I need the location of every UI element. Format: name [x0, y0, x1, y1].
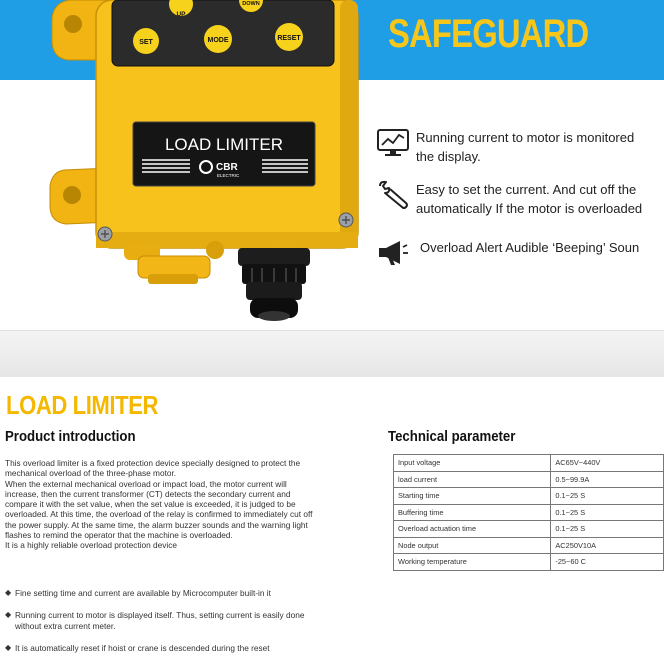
wrench-icon	[376, 180, 412, 210]
brand-name: CBR	[216, 162, 238, 173]
megaphone-icon	[376, 238, 412, 268]
product-intro-text	[5, 458, 315, 551]
section-title: LOAD LIMITER	[6, 390, 159, 420]
up-button-label: UP	[176, 11, 186, 18]
feature-line: Overload Alert Audible ‘Beeping’ Soun	[420, 240, 640, 255]
feature-line: the display.	[416, 149, 481, 164]
safeguard-headline: SAFEGUARD	[388, 12, 589, 56]
bullet-diamond-icon: ◆	[5, 588, 12, 597]
down-button-label: DOWN	[242, 1, 260, 7]
feature-line: automatically If the motor is overloaded	[416, 201, 643, 216]
load-limiter-device-image	[0, 0, 370, 330]
reset-button-label: RESET	[277, 35, 301, 42]
feature-bullet-list	[5, 588, 305, 665]
bullet-diamond-icon: ◆	[5, 642, 12, 652]
bullet-diamond-icon: ◆	[5, 610, 12, 620]
table-row: Starting time 0.1~25 S	[394, 488, 664, 505]
plate-title: LOAD LIMITER	[164, 135, 284, 154]
mode-button-label: MODE	[207, 37, 229, 44]
feature-line: Easy to set the current. And cut off the	[416, 182, 637, 197]
tech-param-heading: Technical parameter	[388, 428, 516, 445]
technical-parameter-table	[393, 454, 664, 571]
intro-paragraph: It is a highly reliable overload protection device	[5, 540, 178, 551]
list-item: ◆ Fine setting time and current are available by Microcomputer built-in it	[5, 588, 271, 598]
table-row: load current 0.5~99.9A	[394, 471, 664, 488]
monitor-graph-icon	[376, 128, 412, 158]
intro-paragraph: This overload limiter is a fixed protection device specially designed to protect the mechanical overload of the three-phase motor.	[5, 458, 301, 479]
list-item: ◆ It is automatically reset if hoist or crane is descended during the reset	[5, 642, 270, 653]
table-row: Buffering time 0.1~25 S	[394, 504, 664, 521]
set-button-label: SET	[139, 39, 153, 46]
list-item: ◆ Running current to motor is displayed itself. Thus, setting current is easily done without extra current meter.	[5, 610, 305, 631]
table-row: Input voltage AC65V~440V	[394, 455, 664, 472]
table-row: Node output AC250V10A	[394, 537, 664, 554]
feature-line: Running current to motor is monitored	[416, 130, 635, 145]
brand-sub: ELECTRIC	[217, 173, 240, 178]
cable-gland	[238, 248, 310, 321]
intro-paragraph: When the external mechanical overload or impact load, the motor current will increase, then the current transformer (CT) detects the secondary current and compare it with the set value, when the set value is exceeded, it is judged to be overloaded. At this time, the overload of the relay is confirmed to immediately cut off the power supply. At the same time, the alarm buzzer sounds and the warning light flashes to remind the operator that the machine is overloaded.	[5, 478, 313, 541]
section-divider	[0, 330, 664, 377]
table-row: Overload actuation time 0.1~25 S	[394, 521, 664, 538]
product-intro-heading: Product introduction	[5, 428, 136, 445]
table-row: Working temperature -25~60 C	[394, 554, 664, 571]
